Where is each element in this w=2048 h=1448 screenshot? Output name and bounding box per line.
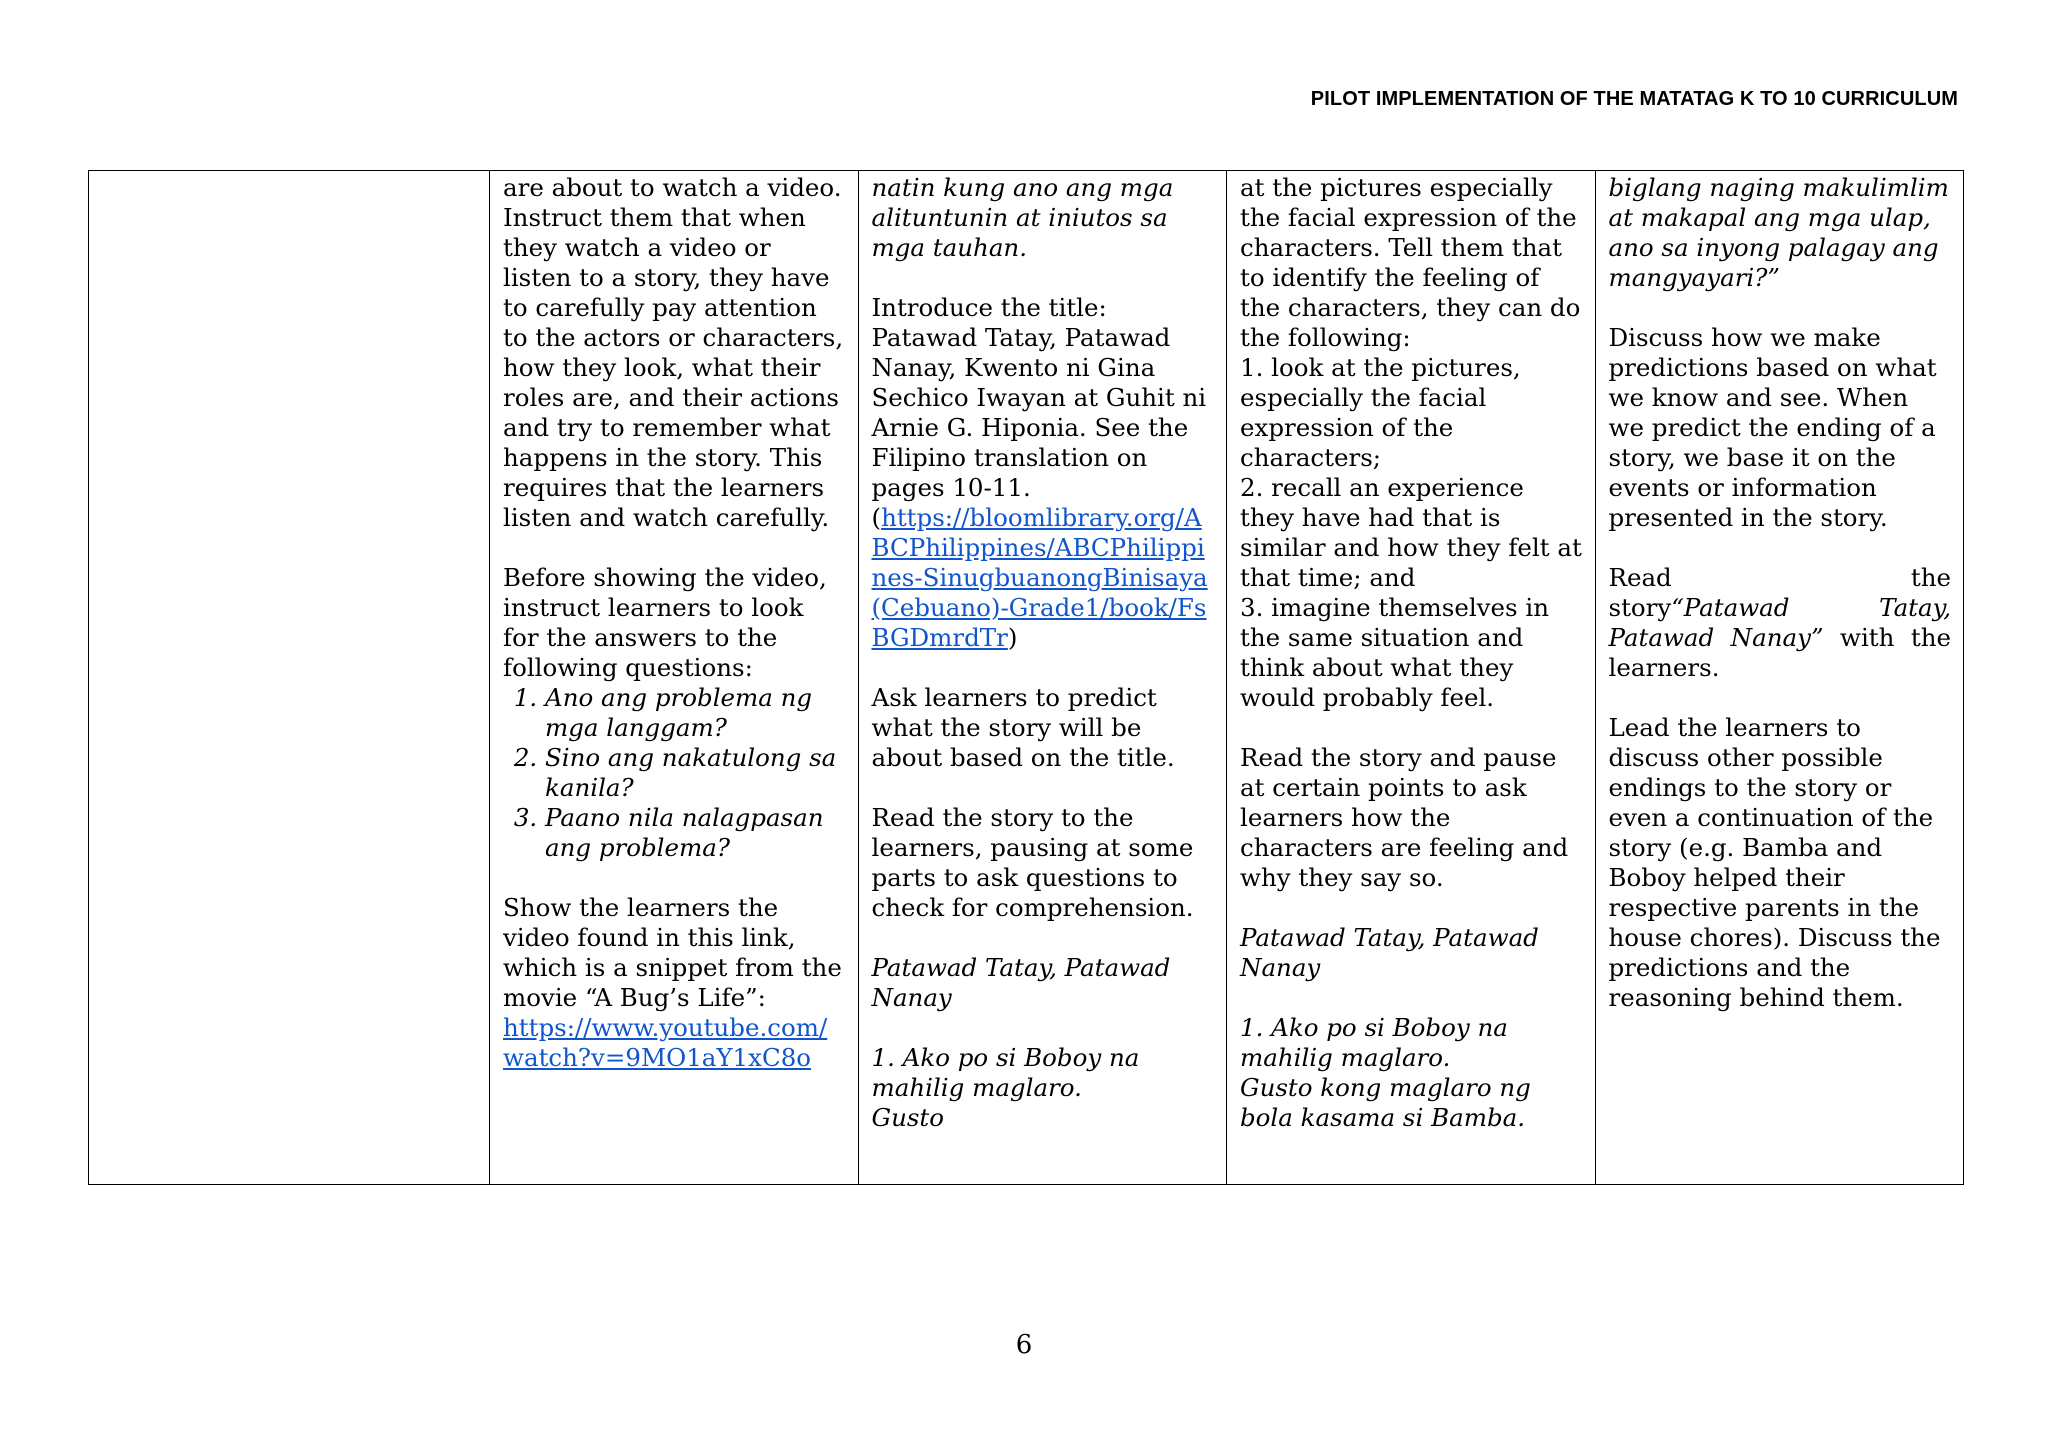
step-item: 3. imagine themselves in the same situation and think about what they would probably feel. xyxy=(1240,593,1550,712)
lead-discussion: Lead the learners to discuss other possible endings to the story or even a continuation of the story (e.g. Bamba and Boboy helped their respective parents in the house chores). Discuss the predictions and the reasoning behind them. xyxy=(1608,713,1941,1012)
predict-instruction: Ask learners to predict what the story will be about based on the title. xyxy=(871,683,1175,772)
story-line: Gusto kong maglaro ng bola kasama si Bamba. xyxy=(1240,1073,1531,1132)
show-video-text: Show the learners the video found in this link, which is a snippet from the movie “A Bug’s Life”: xyxy=(503,893,842,1012)
title-introduction: Introduce the title: Patawad Tatay, Patawad Nanay, Kwento ni Gina Sechico Iwayan at Guhit ni Arnie G. Hiponia. See the Filipino translation on pages 10-11. xyxy=(871,293,1207,502)
read-instruction: Read the story to the learners, pausing at some parts to ask questions to check for comprehension. xyxy=(871,803,1194,922)
link-open-paren: ( xyxy=(871,503,882,532)
story-title: Patawad Tatay, Patawad Nanay xyxy=(1240,923,1539,982)
step-item: 2. recall an experience they have had that is similar and how they felt at that time; and xyxy=(1240,473,1582,592)
video-link-paragraph xyxy=(503,1013,846,1073)
cell-prediction-activity xyxy=(1595,171,1964,1185)
guide-questions-list xyxy=(503,683,846,863)
page-number: 6 xyxy=(1015,1330,1033,1360)
link-close-paren: ) xyxy=(1007,623,1018,652)
cell-story-introduction xyxy=(858,171,1227,1185)
table-row xyxy=(89,171,1964,1185)
italic-question: biglang naging makulimlim at makapal ang mga ulap, ano sa inyong palagay ang mangyayari?” xyxy=(1608,173,1949,292)
video-instructions: are about to watch a video. Instruct them that when they watch a video or listen to a story, they have to carefully pay attention to the actors or characters, how they look, what their roles are, and their actions and try to remember what happens in the story. This requires that the learners listen and watch carefully. xyxy=(503,173,844,532)
story-line: Gusto xyxy=(871,1103,945,1132)
lesson-plan-table xyxy=(88,170,1964,1185)
document-header: PILOT IMPLEMENTATION OF THE MATATAG K TO 10 CURRICULUM xyxy=(1310,88,1958,110)
feelings-intro: at the pictures especially the facial expression of the characters. Tell them that to identify the feeling of the characters, they can do the following: xyxy=(1240,173,1581,352)
list-item: 3. Paano nila nalagpasan ang problema? xyxy=(545,803,846,863)
link-paragraph xyxy=(872,503,1215,653)
story-line: 1. Ako po si Boboy na mahilig maglaro. xyxy=(871,1043,1140,1102)
story-title: “Patawad Tatay, Patawad Nanay” xyxy=(1608,593,1951,652)
list-item: 2. Sino ang nakatulong sa kanila? xyxy=(545,743,846,803)
story-word: story xyxy=(1608,593,1672,622)
story-title: Patawad Tatay, Patawad Nanay xyxy=(871,953,1171,1012)
the-word: the xyxy=(1910,563,1951,592)
italic-intro: natin kung ano ang mga alituntunin at iniutos sa mga tauhan. xyxy=(871,173,1174,262)
story-line: 1. Ako po si Boboy na mahilig maglaro. xyxy=(1240,1013,1508,1072)
read-word: Read xyxy=(1608,563,1672,592)
cell-feelings-activity xyxy=(1227,171,1596,1185)
youtube-link[interactable]: https://www.youtube.com/watch?v=9MO1aY1xC8o xyxy=(503,1013,828,1072)
read-story-paragraph xyxy=(1609,563,1952,683)
step-item: 1. look at the pictures, especially the facial expression of the characters; xyxy=(1240,353,1521,472)
with-learners: with the learners. xyxy=(1608,623,1951,682)
discuss-predictions: Discuss how we make predictions based on what we know and see. When we predict the ending of a story, we base it on the events or information presented in the story. xyxy=(1608,323,1937,532)
list-item: 1. Ano ang problema ng mga langgam? xyxy=(545,683,846,743)
pre-video-instructions: Before showing the video, instruct learners to look for the answers to the following questions: xyxy=(503,563,827,682)
read-line xyxy=(1609,563,1952,593)
bloomlibrary-link[interactable]: https://bloomlibrary.org/ABCPhilippines/ABCPhilippines-SinugbuanongBinisaya(Cebuano)-Grade1/book/FsBGDmrdTr xyxy=(871,503,1208,652)
read-instruction: Read the story and pause at certain points to ask learners how the characters are feeling and why they say so. xyxy=(1240,743,1569,892)
cell-video-activity xyxy=(490,171,859,1185)
story-with-learners xyxy=(1609,593,1952,683)
empty-cell xyxy=(89,171,490,1185)
